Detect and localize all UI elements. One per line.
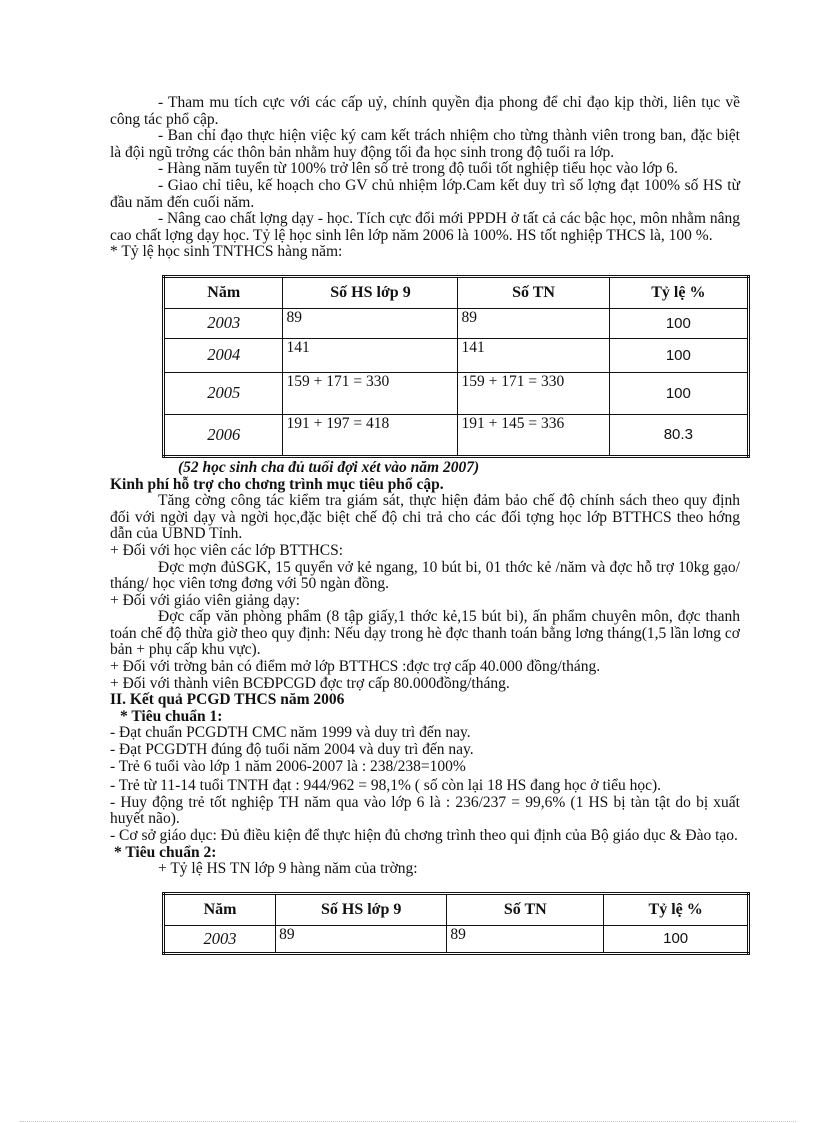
page-bottom-border	[20, 1121, 796, 1122]
paragraph: + Đối với thành viên BCĐPCGD đợc trợ cấp 80.000đồng/tháng.	[110, 674, 510, 692]
header-students: Số HS lớp 9	[283, 276, 458, 308]
cell-year: 2003	[164, 925, 276, 953]
list-item: - Trẻ 6 tuổi vào lớp 1 năm 2006-2007 là : 238/238=100%	[110, 757, 466, 775]
table2-intro: + Tỷ lệ HS TN lớp 9 hàng năm của trờng:	[158, 860, 418, 878]
table-row	[164, 338, 749, 372]
cell-students: 89	[283, 308, 458, 338]
header-year: Năm	[164, 893, 276, 925]
school-graduation-table	[162, 892, 750, 955]
header-year: Năm	[164, 276, 283, 308]
cell-rate: 100	[609, 338, 748, 372]
cell-graduates: 141	[458, 338, 609, 372]
header-students: Số HS lớp 9	[276, 893, 447, 925]
header-rate: Tỷ lệ %	[604, 893, 749, 925]
paragraph: - Giao chỉ tiêu, kế hoạch cho GV chủ nhiệm lớp.Cam kết duy trì số lợng đạt 100% số HS từ đầu năm đến cuối năm.	[110, 176, 740, 211]
header-rate: Tỷ lệ %	[609, 276, 748, 308]
cell-rate: 80.3	[609, 414, 748, 456]
paragraph: - Tham mu tích cực với các cấp uỷ, chính quyền địa phong để chỉ đạo kịp thời, liên tục về công tác phổ cập.	[110, 94, 740, 128]
subheading: + Đối với học viên các lớp BTTHCS:	[110, 541, 344, 559]
list-item: - Đạt chuẩn PCGDTH CMC năm 1999 và duy trì đến nay.	[110, 724, 471, 742]
table-row	[164, 372, 749, 414]
list-item: - Đạt PCGDTH đúng độ tuổi năm 2004 và duy trì đến nay.	[110, 741, 474, 759]
criterion-heading: * Tiêu chuẩn 1:	[120, 707, 223, 725]
cell-year: 2003	[164, 308, 283, 338]
cell-students: 141	[283, 338, 458, 372]
cell-students: 89	[276, 925, 447, 953]
document-page	[110, 95, 740, 955]
subheading: + Đối với giáo viên giảng dạy:	[110, 591, 300, 609]
table-row	[164, 308, 749, 338]
table-row	[164, 925, 749, 953]
cell-rate: 100	[604, 925, 749, 953]
cell-graduates: 159 + 171 = 330	[458, 372, 609, 414]
paragraph: Đợc cấp văn phòng phẩm (8 tập giấy,1 thớc kẻ,15 bút bi), ấn phẩm chuyên môn, đợc thanh toán chế độ thừa giờ theo quy định: Nếu dạy trong hè đợc thanh toán bằng lơng tháng(1,5 lần lơng cơ bản + phụ cấp khu vực).	[110, 608, 740, 659]
cell-rate: 100	[609, 308, 748, 338]
cell-graduates: 191 + 145 = 336	[458, 414, 609, 456]
table1-intro: * Tỷ lệ học sinh TNTHCS hàng năm:	[110, 243, 343, 261]
paragraph: Tăng cờng công tác kiểm tra giám sát, thực hiện đảm bảo chế độ chính sách theo quy định đối với ngời dạy và ngời học,đặc biệt chế độ chi trả cho các đối tợng học lớp BTTHCS theo hớng dẫn của UBND Tỉnh.	[110, 492, 740, 543]
list-item: - Trẻ từ 11-14 tuổi TNTH đạt : 944/962 = 98,1% ( số còn lại 18 HS đang học ở tiểu học).	[110, 777, 661, 795]
header-graduates: Số TN	[458, 276, 609, 308]
cell-graduates: 89	[447, 925, 604, 953]
table-row	[164, 414, 749, 456]
paragraph: - Hàng năm tuyển từ 100% trở lên số trẻ trong độ tuổi tốt nghiệp tiểu học vào lớp 6.	[158, 160, 678, 178]
cell-rate: 100	[609, 372, 748, 414]
paragraph: Đợc mợn đủSGK, 15 quyển vở kẻ ngang, 10 bút bi, 01 thớc kẻ /năm và đợc hỗ trợ 10kg gạo/ tháng/ học viên tơng đơng với 50 ngàn đồng.	[110, 558, 740, 593]
section-heading: II. Kết quả PCGD THCS năm 2006	[110, 691, 345, 709]
header-graduates: Số TN	[447, 893, 604, 925]
list-item: - Huy động trẻ tốt nghiệp TH năm qua vào lớp 6 là : 236/237 = 99,6% (1 HS bị tàn tật do bị xuất huyết não).	[110, 793, 740, 828]
paragraph: + Đối với trờng bản có điểm mở lớp BTTHCS :đợc trợ cấp 40.000 đồng/tháng.	[110, 658, 601, 676]
graduation-rate-table	[162, 275, 750, 458]
cell-students: 191 + 197 = 418	[283, 414, 458, 456]
cell-year: 2006	[164, 414, 283, 456]
cell-students: 159 + 171 = 330	[283, 372, 458, 414]
cell-year: 2004	[164, 338, 283, 372]
section-heading: Kinh phí hỗ trợ cho chơng trình mục tiêu phổ cập.	[110, 475, 444, 493]
cell-year: 2005	[164, 372, 283, 414]
table1-caption: (52 học sinh cha đủ tuổi đợi xét vào năm 2007)	[178, 458, 480, 476]
paragraph: - Nâng cao chất lợng dạy - học. Tích cực đổi mới PPDH ở tất cả các bậc học, môn nhằm nâng cao chất lợng dạy học. Tỷ lệ học sinh lên lớp năm 2006 là 100%. HS tốt nghiệp THCS là, 100 %.	[110, 210, 740, 244]
list-item: - Cơ sở giáo dục: Đủ điều kiện để thực hiện đủ chơng trình theo qui định của Bộ giáo dục & Đào tạo.	[110, 827, 738, 844]
paragraph: - Ban chỉ đạo thực hiện việc ký cam kết trách nhiệm cho từng thành viên trong ban, đặc biệt là đội ngũ trởng các thôn bản nhằm huy động tối đa học sinh trong độ tuổi ra lớp.	[110, 127, 740, 161]
cell-graduates: 89	[458, 308, 609, 338]
criterion-heading: * Tiêu chuẩn 2:	[114, 843, 217, 861]
